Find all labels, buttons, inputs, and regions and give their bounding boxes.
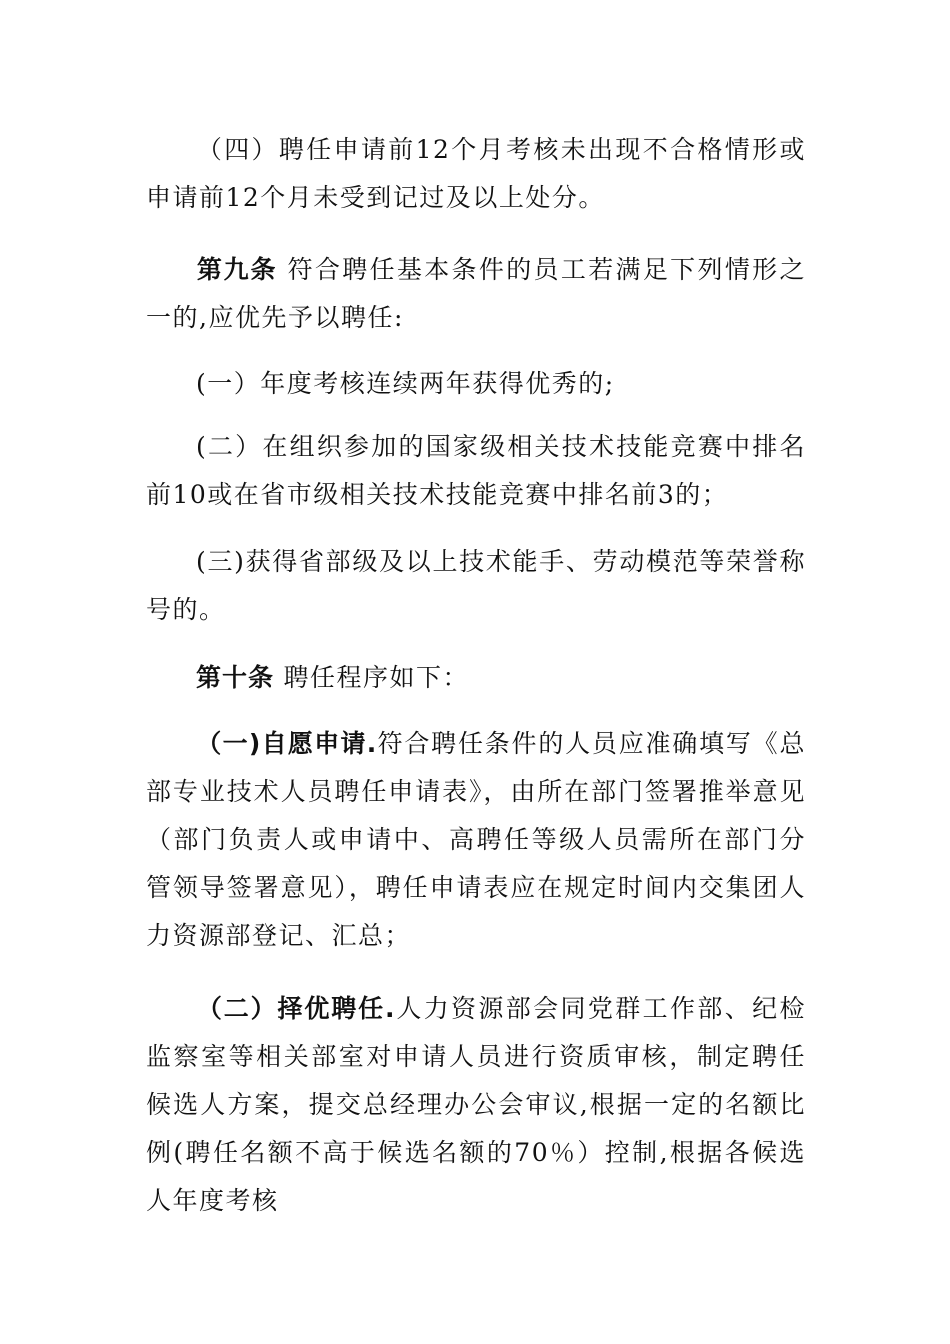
step-heading: （一)自愿申请. [196, 729, 378, 758]
article-10 [146, 654, 806, 702]
paragraph-text: 人力资源部会同党群工作部、纪检监察室等相关部室对申请人员进行资质审核，制定聘任候选人方案，提交总经理办公会审议,根据一定的名额比例(聘任名额不高于候选名额的70％）控制,根据各候选人年度考核 [146, 994, 806, 1215]
procedure-step-1 [146, 720, 806, 960]
preference-item-2 [146, 423, 806, 519]
procedure-step-2 [146, 985, 806, 1225]
preference-item-1 [146, 360, 806, 408]
paragraph-text: (一）年度考核连续两年获得优秀的; [196, 369, 615, 398]
paragraph-text: 符合聘任条件的人员应准确填写《总部专业技术人员聘任申请表》，由所在部门签署推举意见（部门负责人或申请中、高聘任等级人员需所在部门分管领导签署意见），聘任申请表应在规定时间内交集团人力资源部登记、汇总； [146, 729, 806, 950]
step-heading: （二）择优聘任. [196, 994, 396, 1023]
article-heading: 第九条 [196, 255, 278, 284]
article-heading: 第十条 [196, 663, 275, 692]
paragraph-text: (二）在组织参加的国家级相关技术技能竞赛中排名前10或在省市级相关技术技能竞赛中排名前3的； [146, 432, 806, 509]
article-9 [146, 246, 806, 342]
paragraph-text: 聘任程序如下： [274, 663, 469, 692]
paragraph-text: （四）聘任申请前12个月考核未出现不合格情形或申请前12个月未受到记过及以上处分。 [146, 135, 806, 212]
paragraph-item-4 [146, 126, 806, 222]
paragraph-text: (三)获得省部级及以上技术能手、劳动模范等荣誉称号的。 [146, 547, 806, 624]
preference-item-3 [146, 538, 806, 634]
paragraph-text: 符合聘任基本条件的员工若满足下列情形之一的,应优先予以聘任: [146, 255, 806, 332]
